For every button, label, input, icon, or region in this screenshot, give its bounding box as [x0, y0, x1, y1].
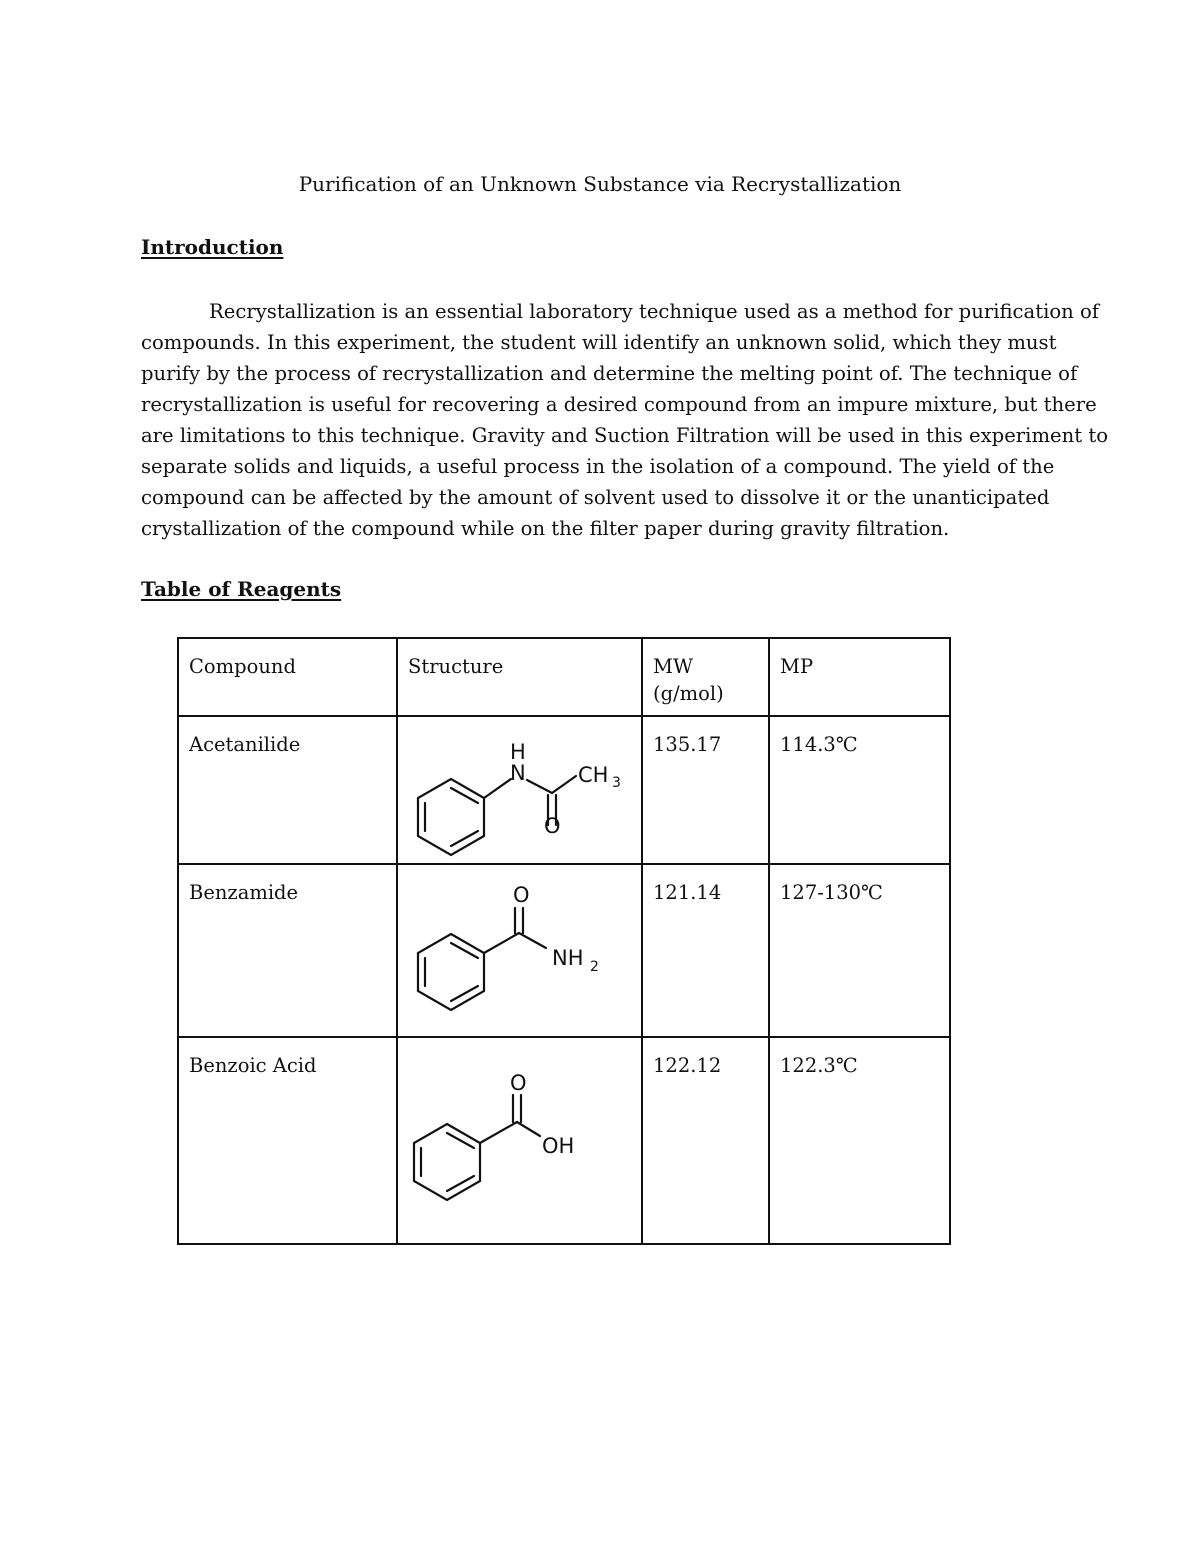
paragraph-line: compound can be affected by the amount of solvent used to dissolve it or the unanticipated [141, 486, 1050, 509]
document-title: Purification of an Unknown Substance via Recrystallization [298, 172, 902, 196]
table-row [178, 1037, 950, 1244]
benzoic-acid-structure [398, 1038, 643, 1243]
amine-label: NH [552, 946, 584, 970]
structure-cell [397, 1037, 642, 1244]
compound-cell: Benzoic Acid [178, 1037, 397, 1244]
table-header-row [178, 638, 950, 716]
mw-cell: 122.12 [642, 1037, 769, 1244]
compound-cell: Benzamide [178, 864, 397, 1037]
benzamide-structure [398, 865, 643, 1036]
paragraph-line: crystallization of the compound while on the filter paper during gravity filtration. [141, 517, 950, 540]
header-mw-label: MW [653, 655, 694, 678]
methyl-label: CH [578, 763, 609, 787]
compound-cell: Acetanilide [178, 716, 397, 864]
structure-cell [397, 716, 642, 864]
paragraph-line: recrystallization is useful for recovering a desired compound from an impure mixture, but there [141, 393, 1097, 416]
hydrogen-atom-label: H [510, 740, 526, 764]
header-structure: Structure [397, 638, 642, 716]
introduction-paragraph [141, 296, 1109, 544]
oxygen-atom-label: O [510, 1071, 527, 1095]
oxygen-atom-label: O [513, 883, 530, 907]
table-row [178, 864, 950, 1037]
header-mw-unit: (g/mol) [653, 682, 724, 705]
table-row [178, 716, 950, 864]
paragraph-line: compounds. In this experiment, the student will identify an unknown solid, which they must [141, 331, 1057, 354]
paragraph-line: separate solids and liquids, a useful process in the isolation of a compound. The yield of the [141, 455, 1055, 478]
header-mp: MP [769, 638, 950, 716]
mp-cell: 114.3℃ [769, 716, 950, 864]
acetanilide-structure [398, 717, 643, 863]
structure-cell [397, 864, 642, 1037]
paragraph-line: purify by the process of recrystallization and determine the melting point of. The technique of [141, 362, 1078, 385]
paragraph-line: are limitations to this technique. Gravity and Suction Filtration will be used in this experiment to [141, 424, 1109, 447]
mp-cell: 122.3℃ [769, 1037, 950, 1244]
introduction-heading: Introduction [141, 235, 284, 259]
header-compound: Compound [178, 638, 397, 716]
amine-subscript: 2 [590, 959, 599, 975]
hydroxyl-label: OH [542, 1134, 575, 1158]
reagents-table [177, 637, 951, 1245]
mw-cell: 135.17 [642, 716, 769, 864]
table-of-reagents-heading: Table of Reagents [141, 577, 342, 601]
methyl-subscript: 3 [612, 775, 621, 791]
nitrogen-atom-label: N [510, 761, 526, 785]
header-mw [642, 638, 769, 716]
oxygen-atom-label: O [544, 814, 561, 838]
mw-cell: 121.14 [642, 864, 769, 1037]
mp-cell: 127-130℃ [769, 864, 950, 1037]
paragraph-line: Recrystallization is an essential laboratory technique used as a method for purification of [209, 300, 1100, 323]
